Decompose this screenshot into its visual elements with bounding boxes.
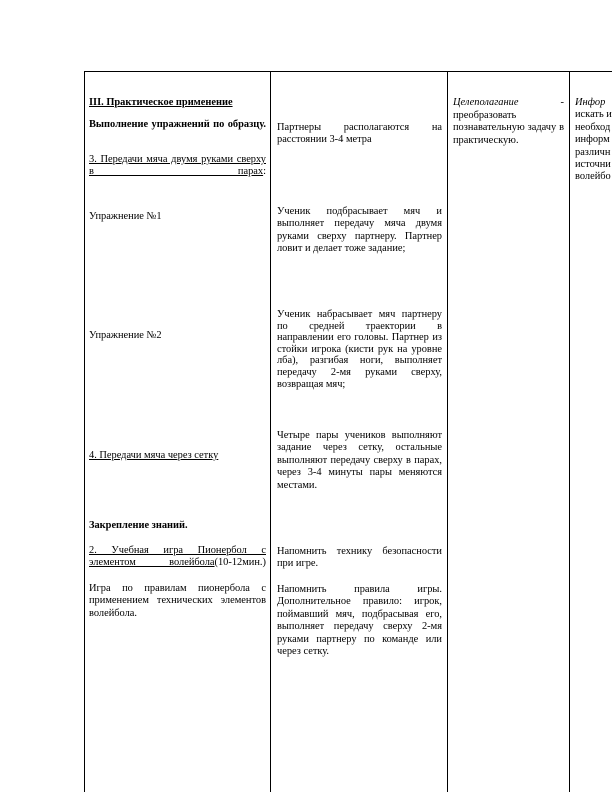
partners-text: Партнеры располагаются на расстоянии 3-4 метра — [277, 122, 442, 146]
exercise-1-label: Упражнение №1 — [89, 211, 162, 222]
consolidation-heading: Закрепление знаний. — [89, 520, 188, 531]
item-2-text: 2. Учебная игра Пионербол с элементом волейбола — [89, 545, 266, 569]
column-4-line: необход — [575, 121, 611, 133]
column-4-line: волейбо — [575, 171, 611, 183]
net-pass-description: Четыре пары учеников выполняют задание через сетку, остальные выполняют передачу сверху в парах, через 3-4 минуты пары меняются местами. — [277, 430, 442, 491]
goal-setting-line — [453, 97, 564, 109]
column-4-line: искать и — [575, 109, 612, 121]
column-divider-1 — [270, 71, 271, 792]
item-4-heading: 4. Передачи мяча через сетку — [89, 450, 219, 461]
item-2-heading — [89, 545, 266, 570]
table-top-border — [84, 71, 612, 72]
item-3-text: 3. Передачи мяча двумя руками сверху в парах — [89, 154, 266, 178]
column-4-line: информ — [575, 134, 610, 146]
goal-setting-dash: - — [560, 97, 564, 108]
table-left-border — [84, 71, 85, 792]
goal-setting-label: Целеполагание — [453, 97, 519, 108]
item-2-tail: (10-12мин.) — [214, 557, 266, 569]
game-description: Игра по правилам пионербола с применением технических элементов волейбола. — [89, 583, 266, 619]
exercise-2-label: Упражнение №2 — [89, 330, 162, 341]
safety-reminder: Напомнить технику безопасности при игре. — [277, 546, 442, 570]
column-content — [89, 97, 266, 109]
item-3-heading — [89, 154, 266, 179]
item-3-tail: : — [263, 166, 266, 178]
rules-reminder: Напомнить правила игры. Дополнительное правило: игрок, поймавший мяч, подбрасывая его, выполняет передачу сверху 2-мя руками партнеру по команде или через сетку. — [277, 584, 442, 658]
exercise-1-description: Ученик подбрасывает мяч и выполняет передачу мяча двумя руками сверху партнеру. Партнер ловит и делает тоже задание; — [277, 206, 442, 255]
column-4-title: Инфор — [575, 97, 606, 108]
column-divider-2 — [447, 71, 448, 792]
exercise-2-description: Ученик набрасывает мяч партнеру по средней траектории в направлении его головы. Партнер из стойки игрока (кисти рук на уровне лба), разгибая ноги, выполняет передачу 2-мя руками сверху, возвращая мяч; — [277, 309, 442, 390]
column-4-clipped — [575, 97, 612, 184]
section-title: III. Практическое применение — [89, 97, 233, 108]
column-4-line: источни — [575, 159, 611, 171]
column-4-line: различн — [575, 146, 611, 158]
exercise-heading: Выполнение упражнений по образцу. — [89, 119, 266, 130]
goal-setting-text: преобразовать познавательную задачу в практическую. — [453, 110, 564, 146]
column-divider-3 — [569, 71, 570, 792]
